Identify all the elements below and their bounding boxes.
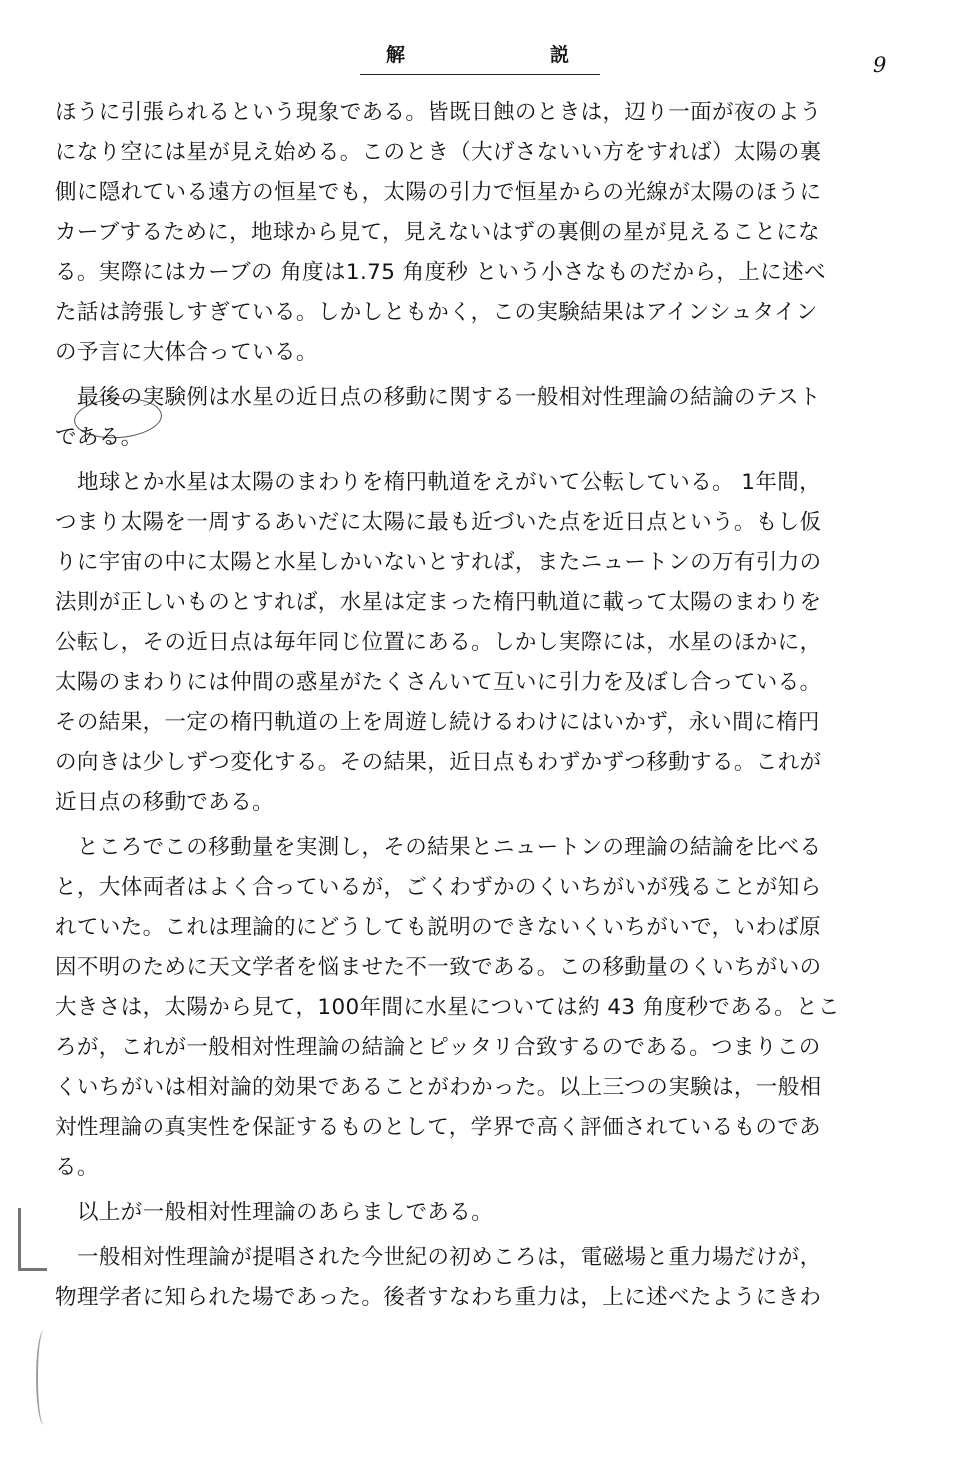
text-line: 公転し，その近日点は毎年同じ位置にある。しかし実際には，水星のほかに， [55,630,822,655]
text-line: ほうに引張られるという現象である。皆既日蝕のときは，辺り一面が夜のよう [55,100,822,125]
text-line: 因不明のために天文学者を悩ませた不一致である。この移動量のくいちがいの [55,955,822,980]
text-line: 物理学者に知られた場であった。後者すなわち重力は，上に述べたようにきわ [55,1285,822,1310]
paragraph-start-line: ところでこの移動量を実測し，その結果とニュートンの理論の結論を比べる [77,835,822,860]
paragraph-start-line: 一般相対性理論が提唱された今世紀の初めころは，電磁場と重力場だけが， [77,1245,822,1270]
text-line: 大きさは，太陽から見て，100年間に水星については約 43 角度秒である。とこ [55,995,840,1020]
paragraph-start-line: 最後の実験例は水星の近日点の移動に関する一般相対性理論の結論のテスト [77,385,821,410]
text-line: れていた。これは理論的にどうしても説明のできないくいちがいで，いわば原 [55,915,822,940]
text-line: 対性理論の真実性を保証するものとして，学界で高く評価されているものであ [55,1115,822,1140]
text-line: になり空には星が見え始める。このとき（大げさないい方をすれば）太陽の裏 [55,140,822,165]
text-line: 法則が正しいものとすれば，水星は定まった楕円軌道に載って太陽のまわりを [55,590,822,615]
text-line: その結果，一定の楕円軌道の上を周遊し続けるわけにはいかず，永い間に楕円 [55,710,820,735]
text-line: 近日点の移動である。 [55,790,275,815]
page-number: 9 [873,53,887,77]
text-line: つまり太陽を一周するあいだに太陽に最も近づいた点を近日点という。もし仮 [55,510,822,535]
running-header [360,40,600,75]
text-line: くいちがいは相対論的効果であることがわかった。以上三つの実験は，一般相 [55,1075,822,1100]
text-line: の向きは少しずつ変化する。その結果，近日点もわずかずつ移動する。これが [55,750,822,775]
paragraph-start-line: 以上が一般相対性理論のあらましである。 [77,1200,494,1225]
body-text [55,93,915,1318]
text-line: ろが，これが一般相対性理論の結論とピッタリ合致するのである。つまりこの [55,1035,821,1060]
text-line: の予言に大体合っている。 [55,340,318,365]
text-line: りに宇宙の中に太陽と水星しかいないとすれば，またニュートンの万有引力の [55,550,822,575]
text-line: る。 [55,1155,99,1180]
pencil-paren-annotation [36,1330,52,1425]
text-line: である。 [55,425,143,450]
header-left-char: 解 [386,44,406,66]
text-line: た話は誇張しすぎている。しかしともかく，この実験結果はアインシュタイン [55,300,818,325]
text-line: 側に隠れている遠方の恒星でも，太陽の引力で恒星からの光線が太陽のほうに [55,180,822,205]
text-line: と，大体両者はよく合っているが，ごくわずかのくいちがいが残ることが知ら [55,875,822,900]
text-line: る。実際にはカーブの 角度は1.75 角度秒 という小さなものだから，上に述べ [55,260,826,285]
text-line: 太陽のまわりには仲間の惑星がたくさんいて互いに引力を及ぼし合っている。 [55,670,822,695]
paragraph-start-line: 地球とか水星は太陽のまわりを楕円軌道をえがいて公転している。 1年間， [77,470,822,495]
text-line: カーブするために，地球から見て，見えないはずの裏側の星が見えることにな [55,220,820,245]
header-right-char: 説 [550,44,570,66]
pencil-bracket-annotation [18,1208,47,1271]
